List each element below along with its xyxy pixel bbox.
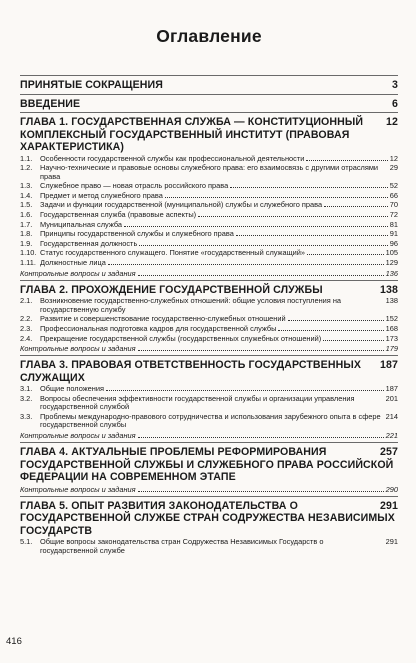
- entry-page: 168: [385, 323, 398, 333]
- entry-line: [40, 538, 398, 555]
- entry-page: 81: [389, 219, 398, 229]
- toc-section: [20, 94, 398, 113]
- review-questions-entry[interactable]: [20, 269, 398, 278]
- entry-line: [40, 201, 398, 210]
- entry-line: [40, 211, 398, 220]
- entry-page: 214: [385, 411, 398, 421]
- toc-section: [20, 280, 398, 355]
- entry-number: 1.7.: [20, 219, 33, 229]
- entry-number: 2.1.: [20, 296, 33, 306]
- toc-entry[interactable]: [20, 164, 398, 181]
- toc-entry[interactable]: [20, 385, 398, 394]
- toc-entry[interactable]: [20, 249, 398, 258]
- dot-leader: [139, 245, 387, 246]
- entry-title: Общие вопросы законодательства стран Содружества Независимых Государств о государственной службе: [40, 537, 324, 555]
- toc-entry[interactable]: [20, 395, 398, 412]
- entry-body: [40, 259, 398, 268]
- entry-number: 1.4.: [20, 190, 33, 200]
- entry-title: Проблемы международно-правового сотрудничества и использования зарубежного опыта в сфере государственной службы: [40, 411, 381, 430]
- entry-body: [40, 249, 398, 258]
- entry-page: 70: [389, 200, 398, 210]
- entry-number: 2.4.: [20, 333, 33, 343]
- toc-entry[interactable]: [20, 155, 398, 164]
- toc-entry[interactable]: [20, 259, 398, 268]
- toc-entry[interactable]: [20, 230, 398, 239]
- dot-leader: [138, 350, 384, 351]
- section-heading[interactable]: [20, 98, 398, 111]
- review-questions-label: Контрольные вопросы и задания: [20, 484, 136, 494]
- dot-leader: [138, 437, 384, 438]
- entry-line: [40, 385, 398, 394]
- dot-leader: [307, 254, 384, 255]
- entry-number: 1.10.: [20, 248, 37, 258]
- entry-line: [40, 221, 398, 230]
- toc-entry[interactable]: [20, 325, 398, 334]
- review-questions-label: Контрольные вопросы и задания: [20, 344, 136, 354]
- entry-page: 138: [385, 296, 398, 306]
- section-heading[interactable]: [20, 284, 398, 297]
- review-questions-page: 221: [385, 431, 398, 441]
- entry-number: 1.5.: [20, 200, 33, 210]
- dot-leader: [288, 320, 384, 321]
- toc-entry[interactable]: [20, 182, 398, 191]
- toc-section: [20, 112, 398, 280]
- entry-body: [40, 230, 398, 239]
- dot-leader: [165, 197, 388, 198]
- toc-page: [20, 22, 398, 557]
- section-title: ВВЕДЕНИЕ: [20, 97, 81, 110]
- entry-number: 3.2.: [20, 393, 33, 403]
- entry-body: [40, 538, 398, 555]
- entry-page: 91: [389, 229, 398, 239]
- entry-title: Должностные лица: [40, 258, 106, 268]
- section-title: ГЛАВА 2. ПРОХОЖДЕНИЕ ГОСУДАРСТВЕННОЙ СЛУЖБЫ: [20, 283, 323, 296]
- entry-line: [40, 325, 398, 334]
- toc-section: [20, 355, 398, 442]
- entry-title: Общие положения: [40, 384, 104, 394]
- entry-line: [40, 164, 398, 181]
- entry-page: 173: [385, 333, 398, 343]
- entry-page: 12: [389, 153, 398, 163]
- dot-leader: [138, 275, 384, 276]
- entry-page: 66: [389, 190, 398, 200]
- entry-page: 187: [385, 384, 398, 394]
- entry-body: [40, 211, 398, 220]
- entry-number: 1.2.: [20, 163, 33, 173]
- entry-title: Развитие и совершенствование государственно-служебных отношений: [40, 314, 286, 324]
- entry-number: 3.3.: [20, 411, 33, 421]
- entry-line: [40, 259, 398, 268]
- section-heading[interactable]: [20, 500, 398, 538]
- entry-line: [40, 182, 398, 191]
- section-page: 291: [380, 499, 398, 512]
- entry-line: [40, 155, 398, 164]
- entry-number: 1.6.: [20, 210, 33, 220]
- table-of-contents: [20, 75, 398, 557]
- review-questions-page: 136: [385, 268, 398, 278]
- section-page: 12: [386, 116, 398, 128]
- toc-entry[interactable]: [20, 297, 398, 314]
- entry-body: [40, 201, 398, 210]
- entry-title: Государственная служба (правовые аспекты): [40, 210, 197, 220]
- dot-leader: [323, 340, 383, 341]
- entry-page: 72: [389, 210, 398, 220]
- entry-page: 96: [389, 238, 398, 248]
- entry-page: 129: [385, 258, 398, 268]
- dot-leader: [230, 187, 388, 188]
- dot-leader: [236, 235, 388, 236]
- dot-leader: [138, 491, 384, 492]
- entry-page: 52: [389, 181, 398, 191]
- entry-body: [40, 395, 398, 412]
- entry-page: 201: [385, 393, 398, 403]
- entry-line: [40, 240, 398, 249]
- review-questions-label: Контрольные вопросы и задания: [20, 268, 136, 278]
- section-title: ГЛАВА 5. ОПЫТ РАЗВИТИЯ ЗАКОНОДАТЕЛЬСТВА О ГОСУДАРСТВЕННОЙ СЛУЖБЕ СТРАН СОДРУЖЕСТВА НЕЗАВИСИМЫХ ГОСУДАРСТВ: [20, 499, 395, 537]
- dot-leader: [306, 160, 387, 161]
- entry-body: [40, 182, 398, 191]
- entry-title: Прекращение государственной службы (государственных служебных отношений): [40, 333, 322, 343]
- entry-body: [40, 315, 398, 324]
- entry-number: 5.1.: [20, 537, 33, 547]
- entry-number: 1.1.: [20, 153, 33, 163]
- dot-leader: [278, 330, 383, 331]
- review-questions-label: Контрольные вопросы и задания: [20, 431, 136, 441]
- entry-body: [40, 297, 398, 314]
- entry-body: [40, 385, 398, 394]
- review-questions-entry[interactable]: [20, 485, 398, 494]
- toc-section: [20, 75, 398, 94]
- dot-leader: [124, 226, 388, 227]
- dot-leader: [198, 216, 388, 217]
- dot-leader: [108, 264, 384, 265]
- dot-leader: [106, 390, 384, 391]
- section-heading[interactable]: [20, 79, 398, 92]
- entry-number: 1.11.: [20, 258, 36, 268]
- entry-number: 2.2.: [20, 314, 33, 324]
- entry-title: Научно-технические и правовые основы служебного права: его взаимосвязь с другими отраслями права: [40, 163, 379, 181]
- toc-entry[interactable]: [20, 413, 398, 430]
- section-title: ГЛАВА 4. АКТУАЛЬНЫЕ ПРОБЛЕМЫ РЕФОРМИРОВАНИЯ ГОСУДАРСТВЕННОЙ СЛУЖБЫ И СЛУЖЕБНОГО ПРАВА РОССИЙСКОЙ ФЕДЕРАЦИИ НА СОВРЕМЕННОМ ЭТАПЕ: [20, 446, 394, 484]
- entry-body: [40, 155, 398, 164]
- section-title: ГЛАВА 1. ГОСУДАРСТВЕННАЯ СЛУЖБА — КОНСТИТУЦИОННЫЙ КОМПЛЕКСНЫЙ ГОСУДАРСТВЕННЫЙ ИНСТИТУТ (ПРАВОВАЯ ХАРАКТЕРИСТИКА): [20, 116, 364, 153]
- entry-title: Возникновение государственно-служебных отношений: общие условия поступления на государственную службу: [40, 296, 342, 314]
- entry-number: 3.1.: [20, 384, 33, 394]
- section-heading[interactable]: [20, 446, 398, 484]
- entry-number: 2.3.: [20, 323, 33, 333]
- toc-entry[interactable]: [20, 221, 398, 230]
- entry-body: [40, 192, 398, 201]
- page-title: Оглавление: [156, 26, 262, 46]
- toc-entry[interactable]: [20, 201, 398, 210]
- review-questions-page: 179: [385, 344, 398, 354]
- entry-body: [40, 240, 398, 249]
- entry-line: [40, 315, 398, 324]
- review-questions-page: 290: [385, 484, 398, 494]
- entry-line: [40, 230, 398, 239]
- entry-title: Особенности государственной службы как профессиональной деятельности: [40, 153, 305, 163]
- entry-title: Профессиональная подготовка кадров для государственной службы: [40, 323, 277, 333]
- entry-body: [40, 164, 398, 181]
- toc-entry[interactable]: [20, 335, 398, 344]
- entry-line: [40, 192, 398, 201]
- entry-line: [40, 335, 398, 344]
- section-page: 6: [392, 97, 398, 110]
- entry-title: Вопросы обеспечения эффективности государственной службы и организации управления государственной службой: [40, 393, 355, 412]
- entry-title: Статус государственного служащего. Понятие «государственный служащий»: [40, 248, 306, 258]
- entry-title: Муниципальная служба: [40, 219, 123, 229]
- entry-page: 105: [385, 248, 398, 258]
- entry-title: Государственная должность: [40, 238, 138, 248]
- toc-entry[interactable]: [20, 211, 398, 220]
- entry-title: Задачи и функции государственной (муниципальной) службы и служебного права: [40, 200, 323, 210]
- toc-entry[interactable]: [20, 192, 398, 201]
- entry-page: 152: [385, 314, 398, 324]
- entry-page: 29: [389, 163, 398, 173]
- entry-line: [40, 297, 398, 314]
- entry-line: [40, 413, 398, 430]
- page-number: 416: [6, 636, 22, 647]
- toc-section: [20, 496, 398, 558]
- review-questions-entry[interactable]: [20, 431, 398, 440]
- toc-entry[interactable]: [20, 538, 398, 555]
- review-questions-entry[interactable]: [20, 344, 398, 353]
- section-title: ГЛАВА 3. ПРАВОВАЯ ОТВЕТСТВЕННОСТЬ ГОСУДАРСТВЕННЫХ СЛУЖАЩИХ: [20, 359, 361, 384]
- entry-number: 1.8.: [20, 229, 33, 239]
- entry-number: 1.9.: [20, 238, 33, 248]
- dot-leader: [324, 206, 388, 207]
- entry-body: [40, 325, 398, 334]
- entry-body: [40, 221, 398, 230]
- entry-body: [40, 413, 398, 430]
- toc-entry[interactable]: [20, 315, 398, 324]
- section-page: 3: [392, 79, 398, 91]
- entry-title: Принципы государственной службы и служебного права: [40, 229, 234, 239]
- entry-title: Предмет и метод служебного права: [40, 190, 163, 200]
- entry-line: [40, 249, 398, 258]
- section-page: 257: [380, 446, 398, 459]
- section-title: ПРИНЯТЫЕ СОКРАЩЕНИЯ: [20, 79, 163, 91]
- entry-line: [40, 395, 398, 412]
- section-heading[interactable]: [20, 359, 398, 384]
- entry-page: 291: [385, 537, 398, 547]
- section-page: 187: [380, 359, 398, 372]
- section-page: 138: [380, 283, 398, 296]
- toc-entry[interactable]: [20, 240, 398, 249]
- toc-section: [20, 442, 398, 496]
- entry-title: Служебное право — новая отрасль российского права: [40, 181, 229, 191]
- entry-number: 1.3.: [20, 181, 33, 191]
- section-heading[interactable]: [20, 116, 398, 154]
- entry-body: [40, 335, 398, 344]
